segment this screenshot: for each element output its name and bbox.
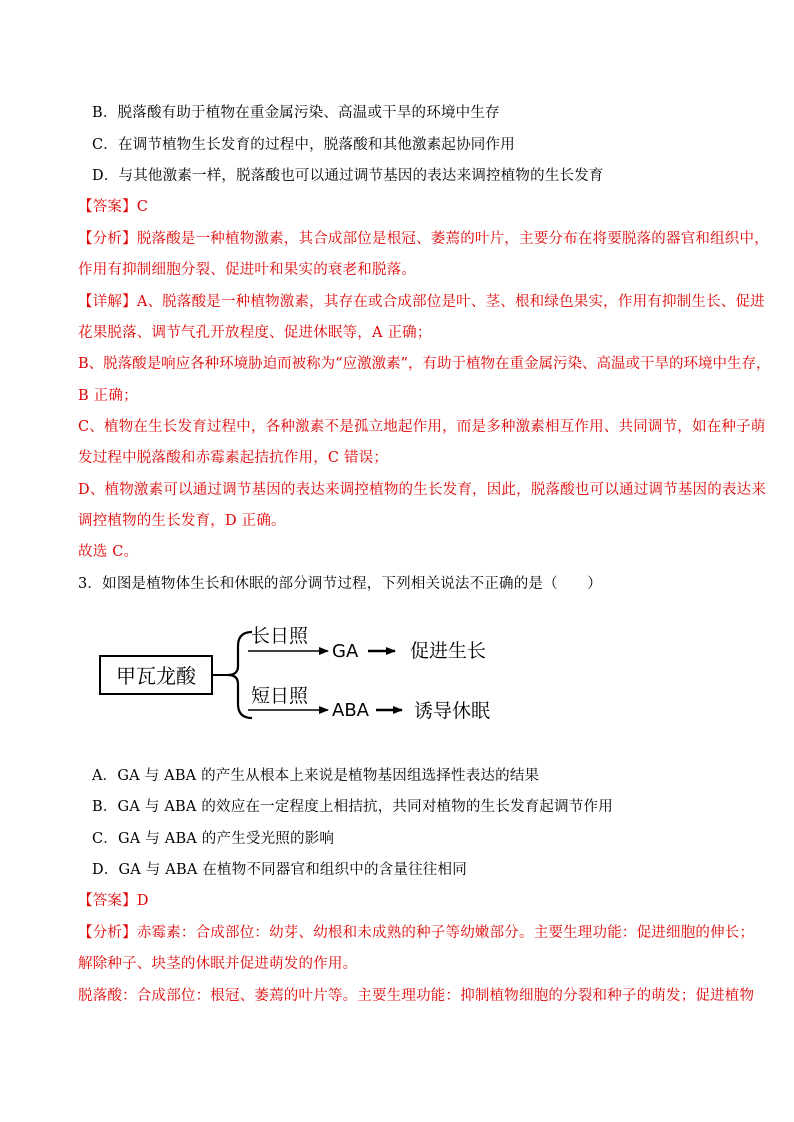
q3-option-b[interactable]: B．GA 与 ABA 的效应在一定程度上相拮抗，共同对植物的生长发育起调节作用	[92, 799, 613, 815]
q3-option-a[interactable]: A．GA 与 ABA 的产生从根本上来说是植物基因组选择性表达的结果	[92, 768, 540, 784]
q3-answer	[78, 891, 149, 911]
detail-text: A、脱落酸是一种植物激素，其存在或合成部位是叶、茎、根和绿色果实，作用有抑制生长、促进	[136, 294, 765, 310]
q2-answer	[78, 197, 148, 217]
q3-option-d[interactable]: D．GA 与 ABA 在植物不同器官和组织中的含量往往相同	[92, 862, 467, 878]
answer-tag: 【答案】	[78, 199, 137, 215]
answer-value: D	[136, 893, 149, 909]
brace	[228, 632, 252, 718]
answer-tag: 【答案】	[78, 893, 137, 909]
q3-stem: 3．如图是植物体生长和休眠的部分调节过程，下列相关说法不正确的是（ ）	[78, 576, 602, 592]
detail-tag: 【详解】	[78, 294, 137, 310]
q3-analysis-line-1	[78, 923, 754, 943]
lower-condition-label: 短日照	[251, 685, 309, 707]
analysis-text: 脱落酸是一种植物激素，其合成部位是根冠、萎蔫的叶片，主要分布在将要脱落的器官和组织中，	[136, 231, 769, 247]
q3-analysis-line-2: 解除种子、块茎的休眠并促进萌发的作用。	[78, 956, 358, 972]
analysis-tag: 【分析】	[78, 231, 137, 247]
q2-detail-b-line-1: B、脱落酸是响应各种环境胁迫而被称为“应激激素”，有助于植物在重金属污染、高温或干旱的环境中生存，	[78, 356, 771, 372]
lower-effect-label: 诱导休眠	[414, 700, 491, 722]
q2-analysis-line-2: 作用有抑制细胞分裂、促进叶和果实的衰老和脱落。	[78, 262, 417, 278]
q2-detail-c-line-1: C、植物在生长发育过程中，各种激素不是孤立地起作用，而是多种激素相互作用、共同调节，如在种子萌	[78, 419, 766, 435]
q2-analysis-line-1	[78, 229, 769, 249]
analysis-tag: 【分析】	[78, 925, 137, 941]
q2-option-d[interactable]: D．与其他激素一样，脱落酸也可以通过调节基因的表达来调控植物的生长发育	[92, 168, 604, 184]
q2-detail-a-line-2: 花果脱落、调节气孔开放程度、促进休眠等，A 正确；	[78, 325, 432, 341]
upper-condition-label: 长日照	[251, 625, 309, 647]
q2-detail-d-line-2: 调控植物的生长发育，D 正确。	[78, 513, 286, 529]
upper-effect-label: 促进生长	[410, 640, 487, 662]
q2-detail-b-line-2: B 正确；	[78, 388, 138, 404]
lower-hormone-label: ABA	[332, 700, 369, 721]
q3-option-c[interactable]: C．GA 与 ABA 的产生受光照的影响	[92, 831, 335, 847]
q2-detail-d-line-1: D、植物激素可以通过调节基因的表达来调控植物的生长发育，因此，脱落酸也可以通过调节基因的表达来	[78, 482, 767, 498]
q2-option-b[interactable]: B．脱落酸有助于植物在重金属污染、高温或干旱的环境中生存	[92, 105, 500, 121]
q2-conclusion: 故选 C。	[78, 544, 139, 560]
q2-option-c[interactable]: C．在调节植物生长发育的过程中，脱落酸和其他激素起协同作用	[92, 137, 515, 153]
answer-value: C	[136, 199, 149, 215]
q3-analysis-line-3: 脱落酸：合成部位：根冠、萎蔫的叶片等。主要生理功能：抑制植物细胞的分裂和种子的萌发；促进植物	[78, 988, 755, 1004]
upper-hormone-label: GA	[332, 641, 359, 662]
analysis-text: 赤霉素：合成部位：幼芽、幼根和未成熟的种子等幼嫩部分。主要生理功能：促进细胞的伸长；	[136, 925, 755, 941]
source-label: 甲瓦龙酸	[116, 664, 196, 688]
regulation-diagram	[96, 618, 516, 728]
q2-detail-c-line-2: 发过程中脱落酸和赤霉素起拮抗作用，C 错误；	[78, 450, 389, 466]
q2-detail-a-line-1	[78, 292, 765, 312]
